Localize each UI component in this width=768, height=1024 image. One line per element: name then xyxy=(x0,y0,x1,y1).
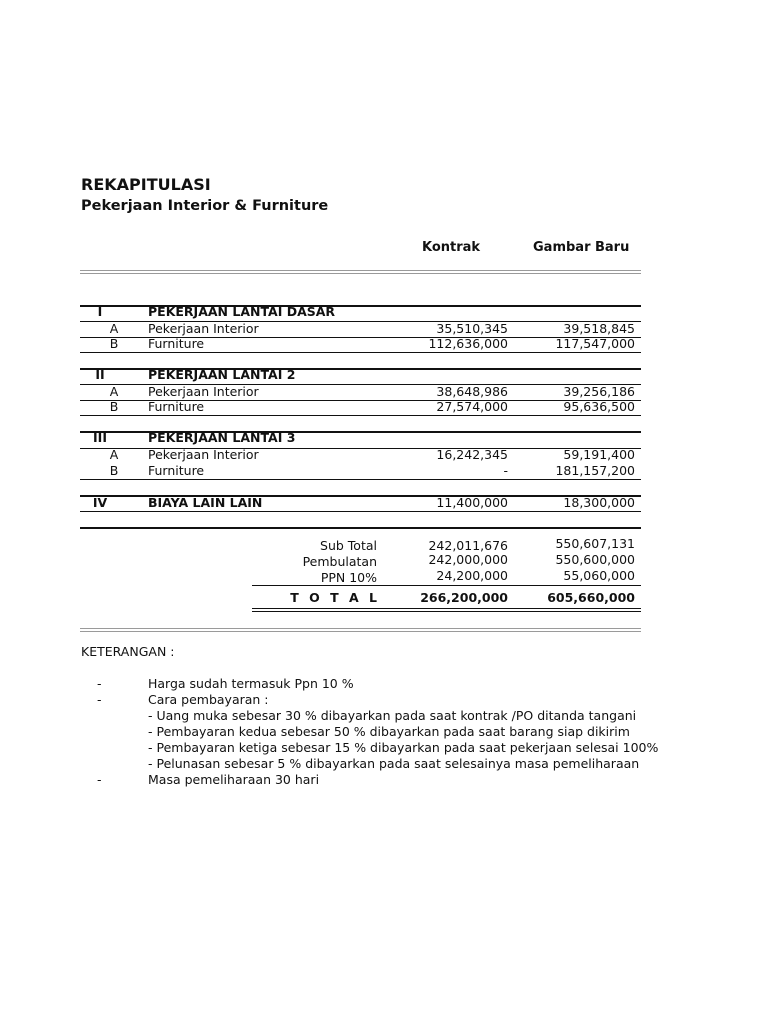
item-name: Furniture xyxy=(148,336,205,351)
row-rule xyxy=(80,479,641,480)
document-subtitle: Pekerjaan Interior & Furniture xyxy=(81,198,329,214)
summary-row xyxy=(0,554,768,570)
gambar-baru-value: 18,300,000 xyxy=(563,495,635,510)
kontrak-value: 242,011,676 xyxy=(428,538,508,553)
summary-row xyxy=(0,538,768,554)
row-rule xyxy=(80,415,641,416)
total-bottom-rule xyxy=(252,608,641,609)
note-item: Cara pembayaran : xyxy=(148,692,269,707)
note-bullet: - xyxy=(97,676,102,691)
kontrak-value: - xyxy=(503,463,508,478)
section-number: II xyxy=(95,367,105,382)
kontrak-value: 35,510,345 xyxy=(436,321,508,336)
summary-row xyxy=(0,570,768,586)
document-title: REKAPITULASI xyxy=(81,175,211,194)
note-bullet: - xyxy=(97,692,102,707)
gambar-baru-value: 39,518,845 xyxy=(563,321,635,336)
table-row xyxy=(0,321,768,337)
gambar-baru-value: 55,060,000 xyxy=(563,568,635,583)
summary-label: Sub Total xyxy=(320,538,377,553)
item-letter: B xyxy=(109,463,119,478)
section-name: PEKERJAAN LANTAI DASAR xyxy=(148,304,336,319)
row-rule xyxy=(80,511,641,512)
item-letter: B xyxy=(109,336,119,351)
section-name: PEKERJAAN LANTAI 3 xyxy=(148,430,296,445)
section-row xyxy=(0,367,768,383)
gambar-baru-value: 95,636,500 xyxy=(563,399,635,414)
section-row xyxy=(0,304,768,320)
kontrak-value: 11,400,000 xyxy=(436,495,508,510)
section-row xyxy=(0,495,768,511)
kontrak-value: 38,648,986 xyxy=(436,384,508,399)
kontrak-value: 112,636,000 xyxy=(428,336,508,351)
header-rule-double xyxy=(80,273,641,274)
section-name: PEKERJAAN LANTAI 2 xyxy=(148,367,296,382)
column-header-kontrak: Kontrak xyxy=(422,240,481,255)
item-letter: B xyxy=(109,399,119,414)
table-row xyxy=(0,384,768,400)
payment-term: - Pembayaran ketiga sebesar 15 % dibayarkan pada saat pekerjaan selesai 100% xyxy=(148,740,659,755)
summary-label: PPN 10% xyxy=(320,570,377,585)
column-header-gambar-baru: Gambar Baru xyxy=(533,240,630,255)
row-rule xyxy=(80,352,641,353)
gambar-baru-value: 39,256,186 xyxy=(563,384,635,399)
item-name: Furniture xyxy=(148,399,205,414)
gambar-baru-value: 550,600,000 xyxy=(555,552,635,567)
item-name: Pekerjaan Interior xyxy=(148,321,259,336)
payment-term: - Pembayaran kedua sebesar 50 % dibayarkan pada saat barang siap dikirim xyxy=(148,724,630,739)
notes-heading: KETERANGAN : xyxy=(81,644,175,659)
kontrak-value: 16,242,345 xyxy=(436,447,508,462)
note-bullet: - xyxy=(97,772,102,787)
table-row xyxy=(0,463,768,479)
gambar-baru-value: 117,547,000 xyxy=(555,336,635,351)
item-name: Pekerjaan Interior xyxy=(148,447,259,462)
table-row xyxy=(0,336,768,352)
gambar-baru-value: 59,191,400 xyxy=(563,447,635,462)
item-name: Furniture xyxy=(148,463,205,478)
item-letter: A xyxy=(109,447,119,462)
item-letter: A xyxy=(109,384,119,399)
notes-rule xyxy=(80,628,641,629)
item-name: Pekerjaan Interior xyxy=(148,384,259,399)
gambar-baru-value: 550,607,131 xyxy=(555,536,635,551)
summary-label: Pembulatan xyxy=(302,554,377,569)
payment-term: - Uang muka sebesar 30 % dibayarkan pada saat kontrak /PO ditanda tangani xyxy=(148,708,637,723)
total-kontrak: 266,200,000 xyxy=(420,590,508,605)
total-bottom-rule-double xyxy=(252,611,641,612)
table-row xyxy=(0,399,768,415)
section-name: BIAYA LAIN LAIN xyxy=(148,495,263,510)
total-gambar-baru: 605,660,000 xyxy=(547,590,635,605)
notes-rule-double xyxy=(80,631,641,632)
table-bottom-rule xyxy=(80,527,641,529)
note-item: Harga sudah termasuk Ppn 10 % xyxy=(148,676,354,691)
total-row xyxy=(0,590,768,606)
section-row xyxy=(0,430,768,446)
section-number: IV xyxy=(92,495,108,510)
gambar-baru-value: 181,157,200 xyxy=(555,463,635,478)
note-item: Masa pemeliharaan 30 hari xyxy=(148,772,320,787)
total-label: T O T A L xyxy=(290,590,380,605)
kontrak-value: 27,574,000 xyxy=(436,399,508,414)
payment-term: - Pelunasan sebesar 5 % dibayarkan pada saat selesainya masa pemeliharaan xyxy=(148,756,640,771)
kontrak-value: 242,000,000 xyxy=(428,552,508,567)
item-letter: A xyxy=(109,321,119,336)
total-top-rule xyxy=(252,585,641,586)
kontrak-value: 24,200,000 xyxy=(436,568,508,583)
section-number: III xyxy=(93,430,107,445)
section-number: I xyxy=(97,304,103,319)
table-row xyxy=(0,447,768,463)
header-rule xyxy=(80,270,641,271)
